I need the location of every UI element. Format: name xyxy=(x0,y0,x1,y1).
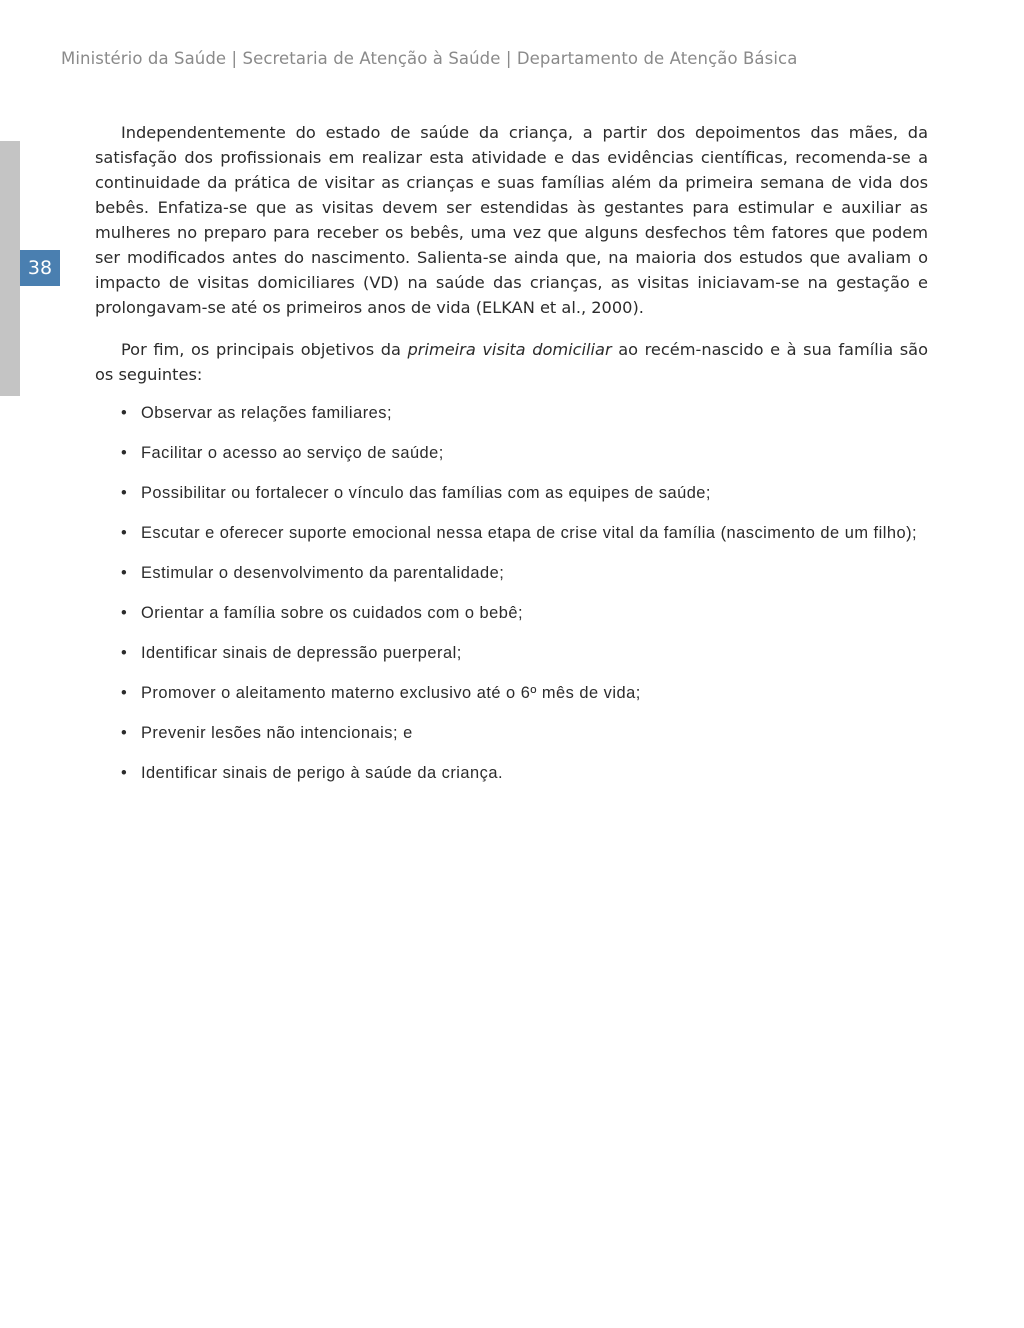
objectives-list xyxy=(95,401,928,786)
list-item xyxy=(95,441,928,466)
page-content xyxy=(95,120,928,801)
list-item xyxy=(95,761,928,786)
list-item-text: Observar as relações familiares; xyxy=(141,404,393,422)
list-item xyxy=(95,481,928,506)
side-margin-bar xyxy=(0,141,20,396)
running-header: Ministério da Saúde | Secretaria de Atenção à Saúde | Departamento de Atenção Básica xyxy=(61,49,798,68)
list-item xyxy=(95,521,928,546)
bullet-icon: • xyxy=(121,764,128,782)
bullet-icon: • xyxy=(121,524,128,542)
bullet-icon: • xyxy=(121,564,128,582)
list-item-text: Possibilitar ou fortalecer o vínculo das famílias com as equipes de saúde; xyxy=(141,484,711,502)
paragraph-intro: Independentemente do estado de saúde da criança, a partir dos depoimentos das mães, da satisfação dos profissionais em realizar esta atividade e das evidências científicas, recomenda-se a continuidade da prática de visitar as crianças e suas famílias além da primeira semana de vida dos bebês. Enfatiza-se que as visitas devem ser estendidas às gestantes para estimular e auxiliar as mulheres no preparo para receber os bebês, uma vez que alguns desfechos têm fatores que podem ser modificados antes do nascimento. Salienta-se ainda que, na maioria dos estudos que avaliam o impacto de visitas domiciliares (VD) na saúde das crianças, as visitas iniciavam-se na gestação e prolongavam-se até os primeiros anos de vida (ELKAN et al., 2000). xyxy=(95,123,928,317)
bullet-icon: • xyxy=(121,404,128,422)
paragraph-objectives-lead xyxy=(95,337,928,387)
list-item-text: Orientar a família sobre os cuidados com o bebê; xyxy=(141,604,524,622)
bullet-icon: • xyxy=(121,724,128,742)
list-item xyxy=(95,401,928,426)
bullet-icon: • xyxy=(121,684,128,702)
list-item-text: Escutar e oferecer suporte emocional nessa etapa de crise vital da família (nascimento de um filho); xyxy=(141,524,918,542)
list-item-text: Identificar sinais de depressão puerperal; xyxy=(141,644,462,662)
paragraph-objectives-text-start: Por fim, os principais objetivos da xyxy=(121,340,408,359)
bullet-icon: • xyxy=(121,644,128,662)
list-item xyxy=(95,561,928,586)
paragraph-objectives-emphasis: primeira visita domiciliar xyxy=(407,340,612,359)
list-item xyxy=(95,721,928,746)
list-item-text: Prevenir lesões não intencionais; e xyxy=(141,724,413,742)
list-item-text: Facilitar o acesso ao serviço de saúde; xyxy=(141,444,444,462)
page-number: 38 xyxy=(20,250,60,286)
paragraph-objectives-text-end: ao recém-nascido e à sua família são os seguintes: xyxy=(95,340,928,384)
list-item xyxy=(95,601,928,626)
list-item xyxy=(95,681,928,706)
list-item-text: Identificar sinais de perigo à saúde da criança. xyxy=(141,764,504,782)
bullet-icon: • xyxy=(121,604,128,622)
list-item-text: Promover o aleitamento materno exclusivo até o 6º mês de vida; xyxy=(141,684,641,702)
bullet-icon: • xyxy=(121,484,128,502)
list-item xyxy=(95,641,928,666)
bullet-icon: • xyxy=(121,444,128,462)
list-item-text: Estimular o desenvolvimento da parentalidade; xyxy=(141,564,505,582)
